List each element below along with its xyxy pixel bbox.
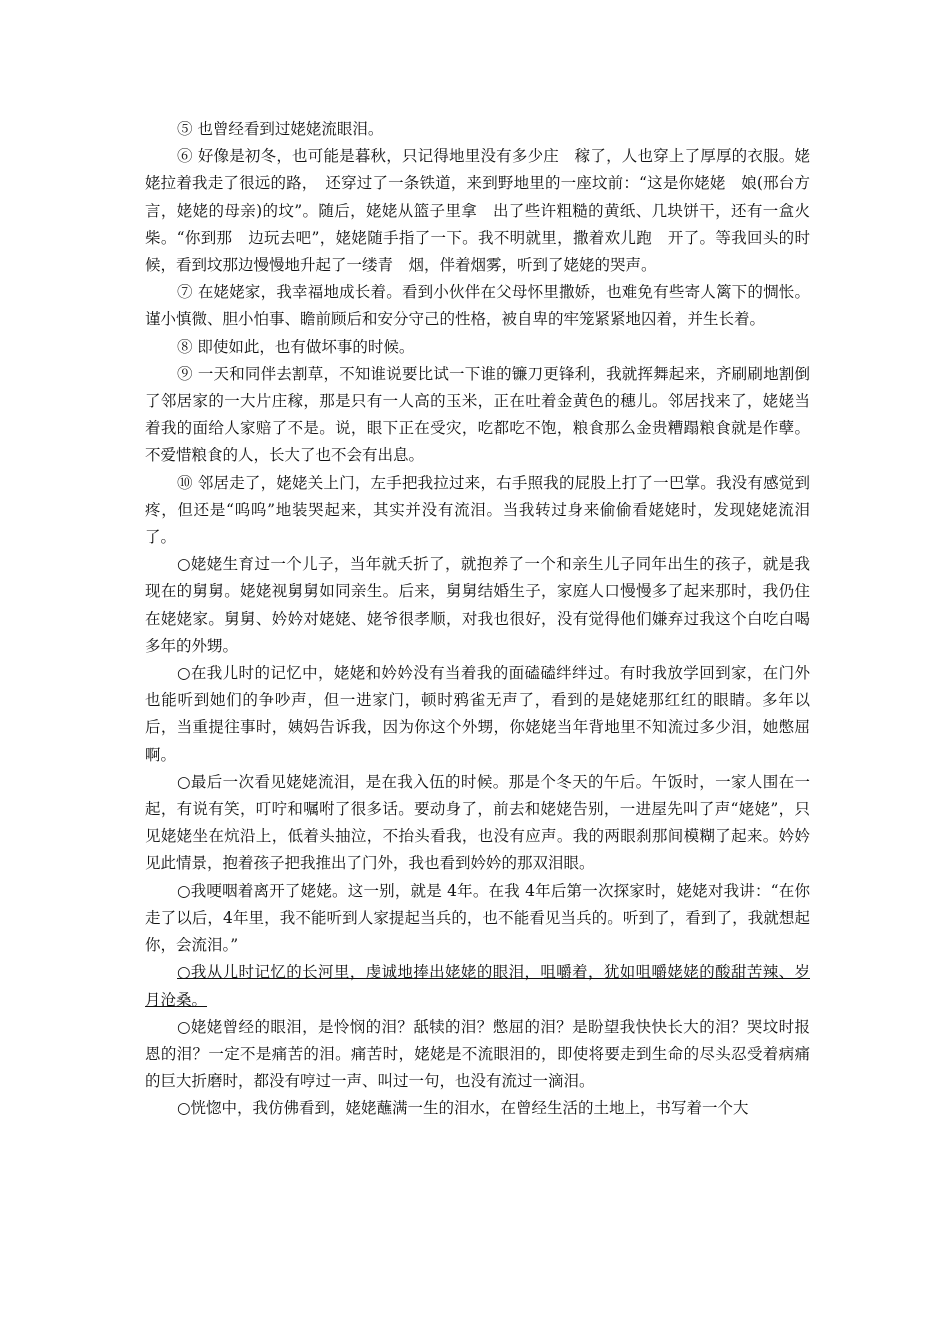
paragraph-8: ⑧ 即使如此，也有做坏事的时候。 [177,337,415,356]
paragraph-17: ○恍惚中，我仿佛看到，姥姥蘸满一生的泪水，在曾经生活的土地上，书写着一个大 [177,1099,749,1118]
paragraph-9: ⑨ 一天和同伴去割草，不知谁说要比试一下谁的镰刀更锋利，我就挥舞起来，齐刷刷地割倒了邻居家的一大片庄稼，那是只有一人高的玉米，正在吐着金黄色的穗儿。邻居找来了，姥姥当着我的面给人家赔了不是。说，眼下正在受灾，吃都吃不饱，粮食那么金贵糟蹋粮食就是作孽。不爱惜粮食的人，长大了也不会有出息。 [145,364,810,465]
underlined-sentence: ○我从儿时记忆的长河里，虔诚地捧出姥姥的眼泪，咀嚼着，犹如咀嚼姥姥的酸甜苦辣、岁月沧桑。 [145,963,810,1009]
paragraph-5: ⑤ 也曾经看到过姥姥流眼泪。 [177,120,384,138]
paragraph-13: ○最后一次看见姥姥流泪，是在我入伍的时候。那是个冬天的午后。午饭时，一家人围在一起，有说有笑，叮咛和嘱咐了很多话。要动身了，前去和姥姥告别，一进屋先叫了声“姥姥”，只见姥姥坐在炕沿上，低着头抽泣，不抬头看我，也没有应声。我的两眼刹那间模糊了起来。妗妗见此情景，抱着孩子把我推出了门外，我也看到妗妗的那双泪眼。 [145,772,810,873]
paragraph-16: ○姥姥曾经的眼泪，是怜悯的泪？舐犊的泪？憋屈的泪？是盼望我快快长大的泪？哭坟时报恩的泪？一定不是痛苦的泪。痛苦时，姥姥是不流眼泪的，即使将要走到生命的尽头忍受着病痛的巨大折磨时，都没有哼过一声、叫过一句，也没有流过一滴泪。 [145,1017,810,1091]
paragraph-14: ○我哽咽着离开了姥姥。这一别，就是 4年。在我 4年后第一次探家时，姥姥对我讲：“在你走了以后，4年里，我不能听到人家提起当兵的，也不能看见当兵的。听到了，看到了，我就想起你，会流泪。” [145,881,810,955]
paragraph-15-underlined [145,959,810,1013]
paragraph-10: ⑩ 邻居走了，姥姥关上门，左手把我拉过来，右手照我的屁股上打了一巴掌。我没有感觉到疼，但还是“呜呜”地装哭起来，其实并没有流泪。当我转过身来偷偷看姥姥时，发现姥姥流泪了。 [145,473,810,547]
paragraph-11: ○姥姥生育过一个儿子，当年就夭折了，就抱养了一个和亲生儿子同年出生的孩子，就是我现在的舅舅。姥姥视舅舅如同亲生。后来，舅舅结婚生子，家庭人口慢慢多了起来那时，我仍住在姥姥家。舅舅、妗妗对姥姥、姥爷很孝顺，对我也很好，没有觉得他们嫌弃过我这个白吃白喝多年的外甥。 [145,555,810,655]
paragraph-6: ⑥ 好像是初冬，也可能是暮秋，只记得地里没有多少庄 稼了，人也穿上了厚厚的衣服。姥姥拉着我走了很远的路， 还穿过了一条铁道，来到野地里的一座坟前：“这是你姥姥 娘(邢台方言，姥姥的母亲)的坟”。随后，姥姥从篮子里拿 出了些许粗糙的黄纸、几块饼干，还有一盒火柴。“你到那 边玩去吧”，姥姥随手指了一下。我不明就里，撒着欢儿跑 开了。等我回头的时候，看到坟那边慢慢地升起了一缕青 烟，伴着烟雾，听到了姥姥的哭声。 [145,147,810,275]
paragraph-7: ⑦ 在姥姥家，我幸福地成长着。看到小伙伴在父母怀里撒娇，也难免有些寄人篱下的惆怅。谨小慎微、胆小怕事、瞻前顾后和安分守己的性格，被自卑的牢笼紧紧地囚着，并生长着。 [145,283,810,329]
paragraph-12: ○在我儿时的记忆中，姥姥和妗妗没有当着我的面磕磕绊绊过。有时我放学回到家，在门外也能听到她们的争吵声，但一进家门，顿时鸦雀无声了，看到的是姥姥那红红的眼睛。多年以后，当重提往事时，姨妈告诉我，因为你这个外甥，你姥姥当年背地里不知流过多少泪，她憋屈啊。 [145,664,810,764]
document-body [145,116,810,1123]
